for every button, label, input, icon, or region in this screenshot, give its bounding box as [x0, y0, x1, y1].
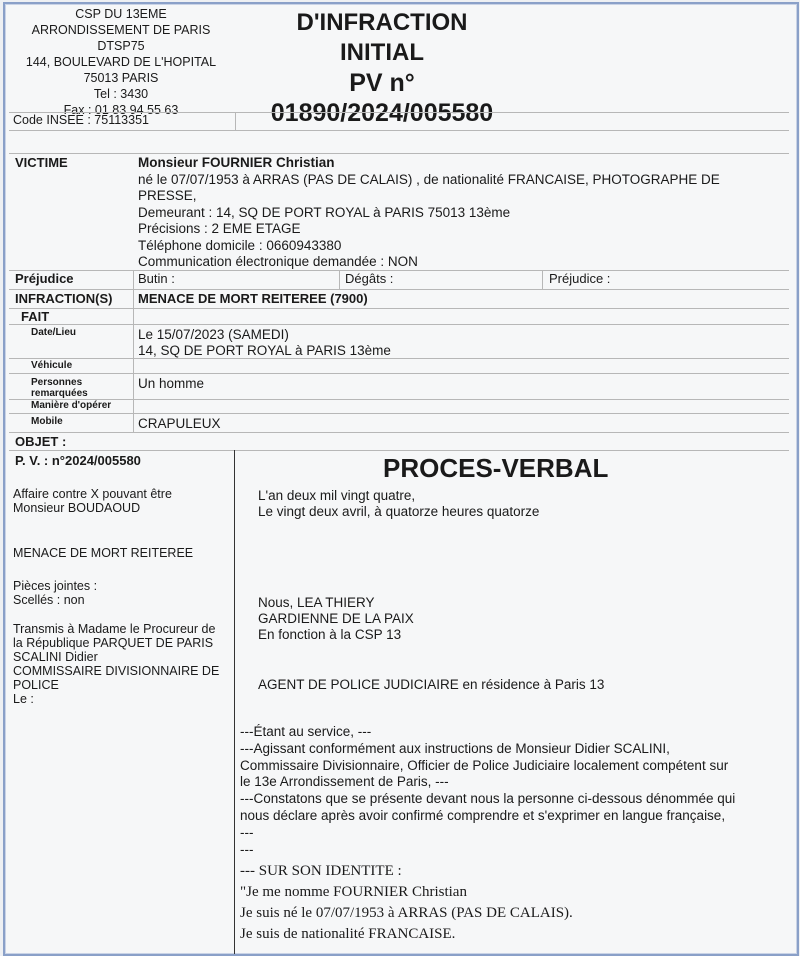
transmis-block: [13, 622, 219, 706]
affaire-line: Monsieur BOUDAOUD: [13, 501, 141, 515]
objet-label: OBJET :: [15, 434, 67, 449]
transmis-line: Transmis à Madame le Procureur de: [13, 622, 216, 636]
transmis-line: SCALINI Didier: [13, 650, 98, 664]
fait-label: FAIT: [21, 309, 50, 324]
victim-phone: Téléphone domicile : 0660943380: [138, 238, 342, 253]
intro-line: Le vingt deux avril, à quatorze heures quatorze: [258, 504, 540, 519]
infraction-label: INFRACTION(S): [15, 291, 113, 306]
vehicule-label: Véhicule: [31, 360, 73, 371]
body-line: Commissaire Divisionnaire, Officier de Police Judiciaire localement compétent sur: [240, 757, 729, 773]
column-separator: [234, 450, 235, 956]
divider: [9, 432, 789, 433]
divider: [542, 270, 543, 290]
body-line: nous déclare après avoir confirmé comprendre et s'exprimer en langue française,: [240, 807, 726, 823]
affaire-block: [13, 487, 172, 515]
pv-number-title: PV n° 01890/2024/005580: [270, 69, 494, 127]
transmis-line: Le :: [13, 692, 34, 706]
identity-line: "Je me nomme FOURNIER Christian: [240, 884, 467, 900]
identity-block: [240, 861, 573, 945]
divider: [9, 153, 789, 154]
transmis-line: la République PARQUET DE PARIS: [13, 636, 214, 650]
victim-label: VICTIME: [15, 155, 68, 170]
divider: [235, 112, 236, 130]
nature-infraction: MENACE DE MORT REITEREE: [13, 546, 194, 560]
officer-line: Nous, LEA THIERY: [258, 595, 375, 610]
date-lieu-label: Date/Lieu: [31, 327, 77, 338]
divider: [9, 373, 789, 374]
victim-communication: Communication électronique demandée : NON: [138, 254, 418, 269]
divider: [133, 289, 134, 309]
office-line: Tel : 3430: [93, 87, 149, 101]
maniere-label: Manière d'opérer: [31, 400, 112, 411]
officer-line: GARDIENNE DE LA PAIX: [258, 611, 414, 626]
victim-precisions: Précisions : 2 EME ETAGE: [138, 221, 301, 236]
divider: [9, 399, 789, 400]
personnes-value: Un homme: [138, 376, 205, 391]
office-line: 144, BOULEVARD DE L'HOPITAL: [25, 55, 217, 69]
identity-heading: --- SUR SON IDENTITE :: [240, 863, 402, 879]
intro-line: L'an deux mil vingt quatre,: [258, 488, 416, 503]
victim-line: né le 07/07/1953 à ARRAS (PAS DE CALAIS) , de nationalité FRANCAISE, PHOTOGRAPHE DE: [138, 172, 720, 187]
identity-line: Je suis né le 07/07/1953 à ARRAS (PAS DE CALAIS).: [240, 905, 573, 921]
agent-line: AGENT DE POLICE JUDICIAIRE en résidence à Paris 13: [258, 677, 605, 692]
infraction-value: MENACE DE MORT REITEREE (7900): [138, 291, 368, 306]
victim-line: PRESSE,: [138, 188, 197, 203]
transmis-line: POLICE: [13, 678, 59, 692]
divider: [9, 308, 789, 309]
scelles-line: Scellés : non: [13, 593, 85, 607]
office-address: [5, 6, 237, 118]
victim-name: Monsieur FOURNIER Christian: [138, 155, 335, 170]
office-line: 75013 PARIS: [83, 71, 159, 85]
divider: [133, 270, 134, 290]
document-title: [237, 8, 527, 128]
fait-date: Le 15/07/2023 (SAMEDI): [138, 327, 289, 342]
document-page: [3, 2, 799, 956]
office-line: CSP DU 13EME: [75, 7, 167, 21]
pieces-line: Pièces jointes :: [13, 579, 98, 593]
divider: [9, 270, 789, 271]
divider: [339, 270, 340, 290]
affaire-line: Affaire contre X pouvant être: [13, 487, 172, 501]
divider: [9, 358, 789, 359]
personnes-label: [31, 377, 88, 399]
divider: [9, 289, 789, 290]
prejudice-field: Préjudice :: [549, 271, 611, 286]
divider: [9, 324, 789, 325]
officer-block: [258, 595, 414, 643]
body-line: ---: [240, 841, 254, 857]
body-line: le 13e Arrondissement de Paris, ---: [240, 774, 449, 790]
degats-field: Dégâts :: [345, 271, 394, 286]
transmis-line: COMMISSAIRE DIVISIONNAIRE DE: [13, 664, 220, 678]
body-line: ---Étant au service, ---: [240, 724, 372, 739]
pv-number: P. V. : n°2024/005580: [15, 453, 141, 468]
code-insee: Code INSEE : 75113351: [13, 113, 149, 127]
personnes-label-line: Personnes: [31, 377, 83, 388]
divider: [9, 450, 789, 451]
body-line: ---Constatons que se présente devant nous la personne ci-dessous dénommée qui: [240, 791, 736, 807]
body-line: ---: [240, 824, 254, 840]
mobile-label: Mobile: [31, 416, 63, 427]
office-line: Fax : 01 83 94 55 63: [63, 103, 179, 117]
identity-line: Je suis de nationalité FRANCAISE.: [240, 926, 456, 942]
proces-verbal-title: PROCES-VERBAL: [383, 453, 609, 483]
title-line: INITIAL: [340, 39, 424, 66]
title-line: D'INFRACTION: [296, 9, 468, 36]
body-line: ---Agissant conformément aux instructions de Monsieur Didier SCALINI,: [240, 740, 670, 756]
prejudice-label: Préjudice: [15, 271, 74, 286]
victim-address: Demeurant : 14, SQ DE PORT ROYAL à PARIS 75013 13ème: [138, 205, 511, 220]
intro-block: [258, 488, 539, 520]
butin-field: Butin :: [138, 271, 175, 286]
statement-body: [240, 724, 735, 858]
office-line: DTSP75: [97, 39, 145, 53]
personnes-label-line: remarquées: [31, 388, 88, 399]
divider: [9, 130, 789, 131]
divider: [9, 413, 789, 414]
pieces-block: [13, 579, 97, 607]
fait-place: 14, SQ DE PORT ROYAL à PARIS 13ème: [138, 343, 391, 358]
mobile-value: CRAPULEUX: [138, 416, 221, 431]
office-line: ARRONDISSEMENT DE PARIS: [31, 23, 211, 37]
officer-line: En fonction à la CSP 13: [258, 627, 402, 642]
